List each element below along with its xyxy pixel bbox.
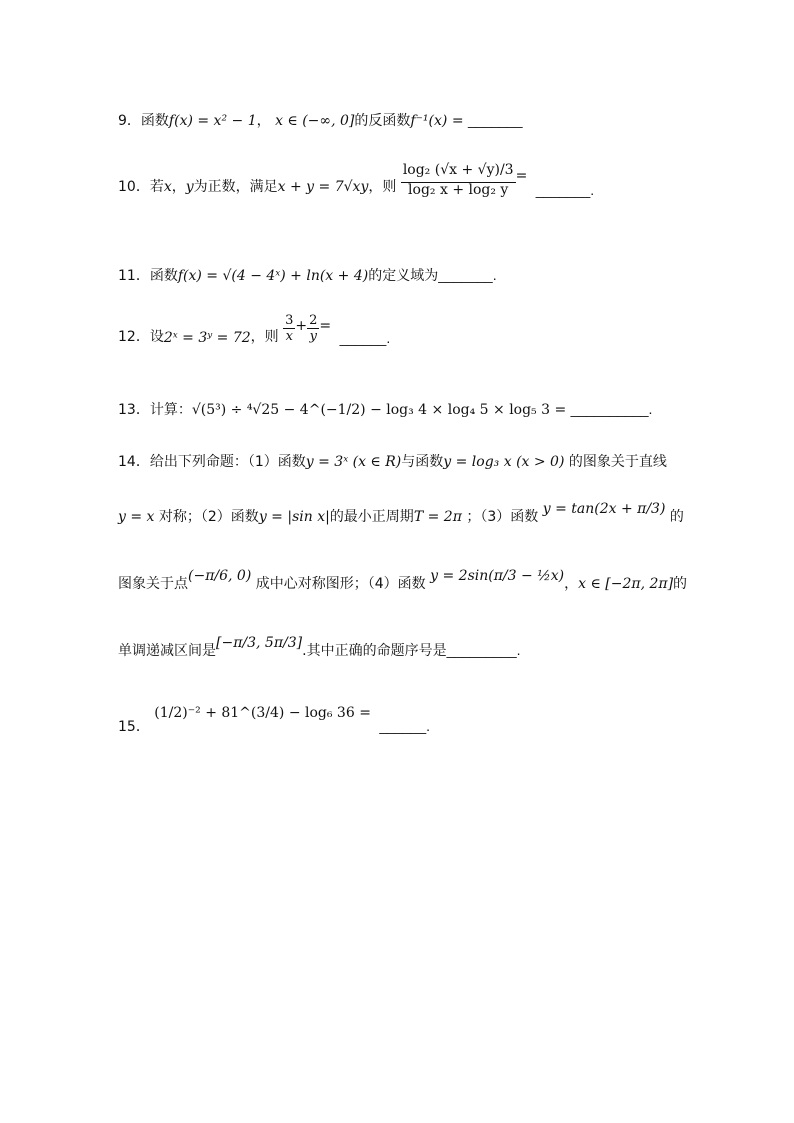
q10-fraction-numerator: log₂ (√x + √y)/3 <box>401 163 516 183</box>
question-14-line-2 <box>118 501 684 526</box>
q14-text-9: 成中心对称图形；（4）函数 <box>255 576 426 592</box>
question-14-line-1 <box>118 451 667 471</box>
q14-formula-10: [−π/3, 5π/3] <box>216 635 303 651</box>
question-12 <box>118 313 390 346</box>
q10-text-1: 若 <box>149 179 164 195</box>
q12-frac1-num: 3 <box>285 313 294 328</box>
q12-equals: = <box>319 318 332 334</box>
q10-equals: = <box>515 168 528 184</box>
q12-text-1: 设 <box>149 329 164 345</box>
q14-text-13: .其中正确的命题序号是 <box>302 643 447 659</box>
q14-answer-blank[interactable]: _________. <box>446 642 521 658</box>
question-11 <box>118 265 497 285</box>
question-10 <box>118 163 594 198</box>
q12-fraction-1 <box>283 313 295 344</box>
q14-formula-3: y = x <box>118 509 155 525</box>
q9-answer-blank[interactable]: _______ <box>468 112 523 128</box>
q12-frac1-den: x <box>285 329 293 344</box>
q14-formula-9: x ∈ [−2π, 2π] <box>578 576 674 592</box>
q14-formula-7: (−π/6, 0) <box>188 568 252 584</box>
q12-plus: + <box>295 318 308 334</box>
q9-inverse: f⁻¹(x) = <box>410 113 464 129</box>
q9-function: f(x) = x² − 1 <box>168 113 257 129</box>
q12-answer-blank[interactable]: ______. <box>339 330 391 346</box>
q9-text-2: 的反函数 <box>354 113 411 129</box>
q14-text-10: ， <box>564 576 579 592</box>
q10-comma: ， <box>171 179 186 195</box>
q9-text-1: 函数 <box>140 113 169 129</box>
q14-text-6: ；（3）函数 <box>466 509 539 525</box>
q13-number: 13． <box>118 402 150 418</box>
q15-number: 15． <box>118 719 150 735</box>
question-13 <box>118 399 652 419</box>
q12-frac2-num: 2 <box>309 313 318 328</box>
q14-text-8: 图象关于点 <box>118 576 188 592</box>
q12-frac2-den: y <box>309 329 317 344</box>
q14-text-2: 与函数 <box>401 454 444 470</box>
question-9 <box>118 110 523 130</box>
q14-formula-5: T = 2π <box>413 509 462 525</box>
q14-formula-4: y = |sin x| <box>258 509 330 525</box>
q12-text-2: ，则 <box>250 329 279 345</box>
q9-number: 9． <box>118 113 141 129</box>
q15-answer-blank[interactable]: ______. <box>379 718 430 734</box>
q14-text-7: 的 <box>669 509 684 525</box>
q11-answer-blank[interactable]: _______. <box>438 267 497 283</box>
q13-text-1: 计算： <box>149 402 192 418</box>
question-14-line-4 <box>118 635 521 660</box>
q10-condition: x + y = 7√xy <box>277 179 369 195</box>
q14-formula-1: y = 3ˣ (x ∈ R) <box>305 454 402 470</box>
q11-number: 11． <box>118 268 150 284</box>
q10-text-3: ，则 <box>368 179 397 195</box>
q13-answer-blank[interactable]: __________. <box>570 401 653 417</box>
q14-formula-2: y = log₃ x (x > 0) <box>443 454 565 470</box>
q14-text-4: 对称；（2）函数 <box>158 509 259 525</box>
q14-number: 14． <box>118 454 150 470</box>
q11-text-2: 的定义域为 <box>368 268 439 284</box>
q11-text-1: 函数 <box>149 268 178 284</box>
q13-expression: √(5³) ÷ ⁴√25 − 4^(−1/2) − log₃ 4 × log₄ 5 × log₅ 3 = <box>191 402 567 418</box>
q10-number: 10． <box>118 179 150 195</box>
q9-domain: x ∈ (−∞, 0] <box>275 113 355 129</box>
q12-number: 12． <box>118 329 150 345</box>
q10-fraction-denominator: log₂ x + log₂ y <box>408 182 509 198</box>
q11-function: f(x) = √(4 − 4ˣ) + ln(x + 4) <box>177 268 369 284</box>
q12-fraction-2 <box>307 313 319 344</box>
q10-var-y: y <box>185 179 194 195</box>
q10-text-2: 为正数，满足 <box>193 179 278 195</box>
q14-formula-8: y = 2sin(π/3 − ½x) <box>430 568 565 584</box>
q14-text-11: 的 <box>673 576 688 592</box>
q14-text-1: 给出下列命题：（1）函数 <box>149 454 306 470</box>
question-15 <box>118 705 430 736</box>
q14-text-12: 单调递减区间是 <box>118 643 216 659</box>
q10-answer-blank[interactable]: _______. <box>535 182 595 198</box>
q10-var-x: x <box>163 179 172 195</box>
q14-text-5: 的最小正周期 <box>329 509 414 525</box>
q14-formula-6: y = tan(2x + π/3) <box>542 501 666 517</box>
q9-separator: ， <box>256 113 271 129</box>
q14-text-3: 的图象关于直线 <box>568 454 667 470</box>
q12-condition: 2ˣ = 3ʸ = 72 <box>163 330 251 346</box>
q15-expression: (1/2)⁻² + 81^(3/4) − log₆ 36 = <box>154 705 371 721</box>
question-14-line-3 <box>118 568 688 593</box>
q10-log-fraction <box>401 163 516 198</box>
